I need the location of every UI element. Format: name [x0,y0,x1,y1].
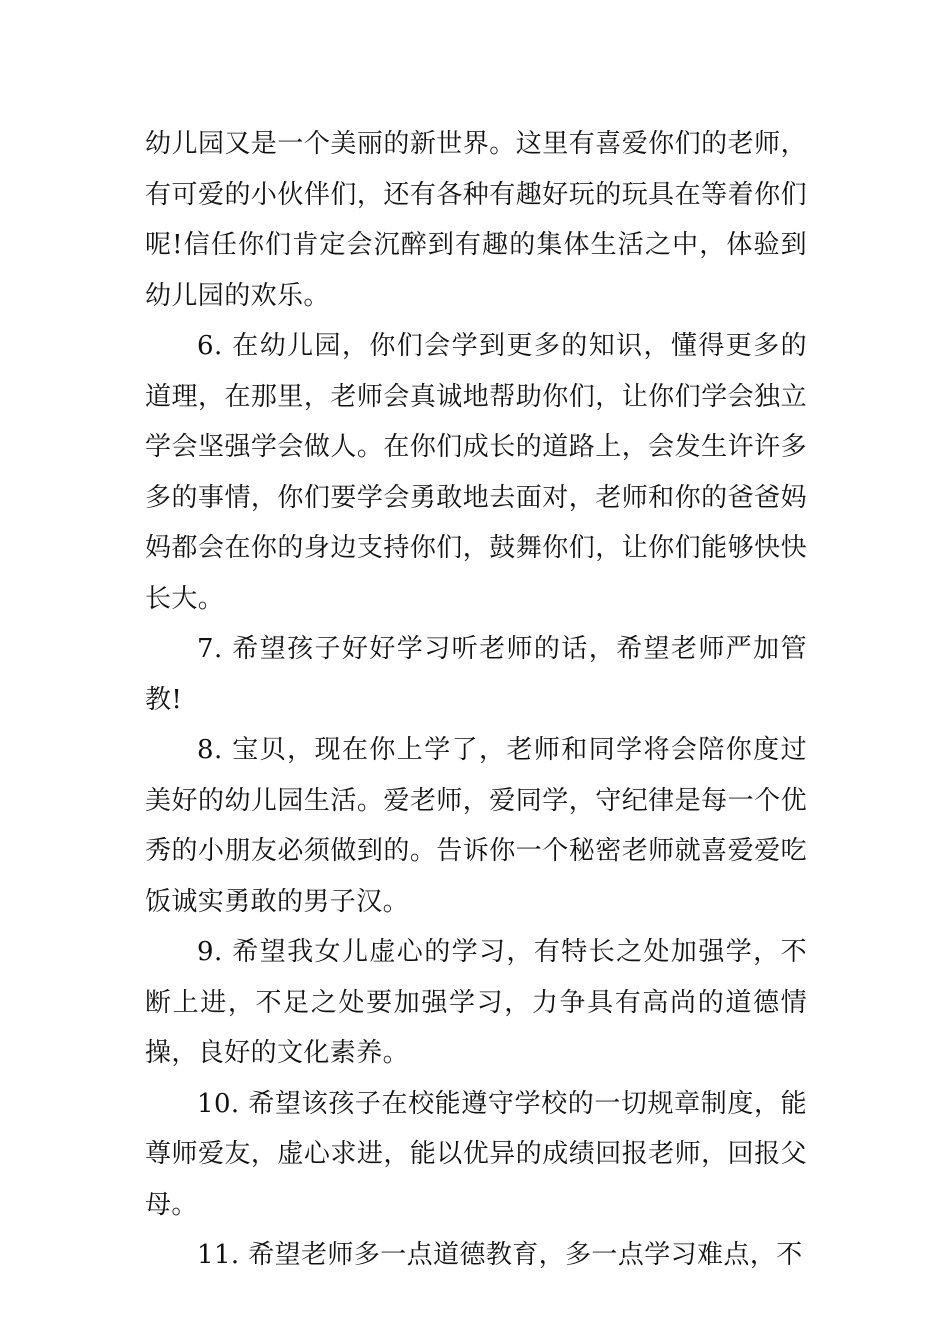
paragraph-item-7: 7. 希望孩子好好学习听老师的话，希望老师严加管教! [145,634,807,715]
document-page [145,119,807,1281]
paragraph-item-10: 10. 希望该孩子在校能遵守学校的一切规章制度，能尊师爱友，虚心求进，能以优异的成绩回报老师，回报父母。 [145,1088,807,1220]
paragraph-item-8: 8. 宝贝，现在你上学了，老师和同学将会陪你度过美好的幼儿园生活。爱老师，爱同学，守纪律是每一个优秀的小朋友必须做到的。告诉你一个秘密老师就喜爱爱吃饭诚实勇敢的男子汉。 [145,735,807,917]
paragraph-item-6: 6. 在幼儿园，你们会学到更多的知识，懂得更多的道理，在那里，老师会真诚地帮助你们，让你们学会独立学会坚强学会做人。在你们成长的道路上，会发生许许多多的事情，你们要学会勇敢地去面对，老师和你的爸爸妈妈都会在你的身边支持你们，鼓舞你们，让你们能够快快长大。 [145,331,807,614]
paragraph-item-11: 11. 希望老师多一点道德教育，多一点学习难点，不 [197,1240,803,1270]
paragraph-continuation: 幼儿园又是一个美丽的新世界。这里有喜爱你们的老师，有可爱的小伙伴们，还有各种有趣好玩的玩具在等着你们呢!信任你们肯定会沉醉到有趣的集体生活之中，体验到幼儿园的欢乐。 [145,129,807,311]
paragraph-item-9: 9. 希望我女儿虚心的学习，有特长之处加强学，不断上进，不足之处要加强学习，力争具有高尚的道德情操，良好的文化素养。 [145,937,807,1068]
